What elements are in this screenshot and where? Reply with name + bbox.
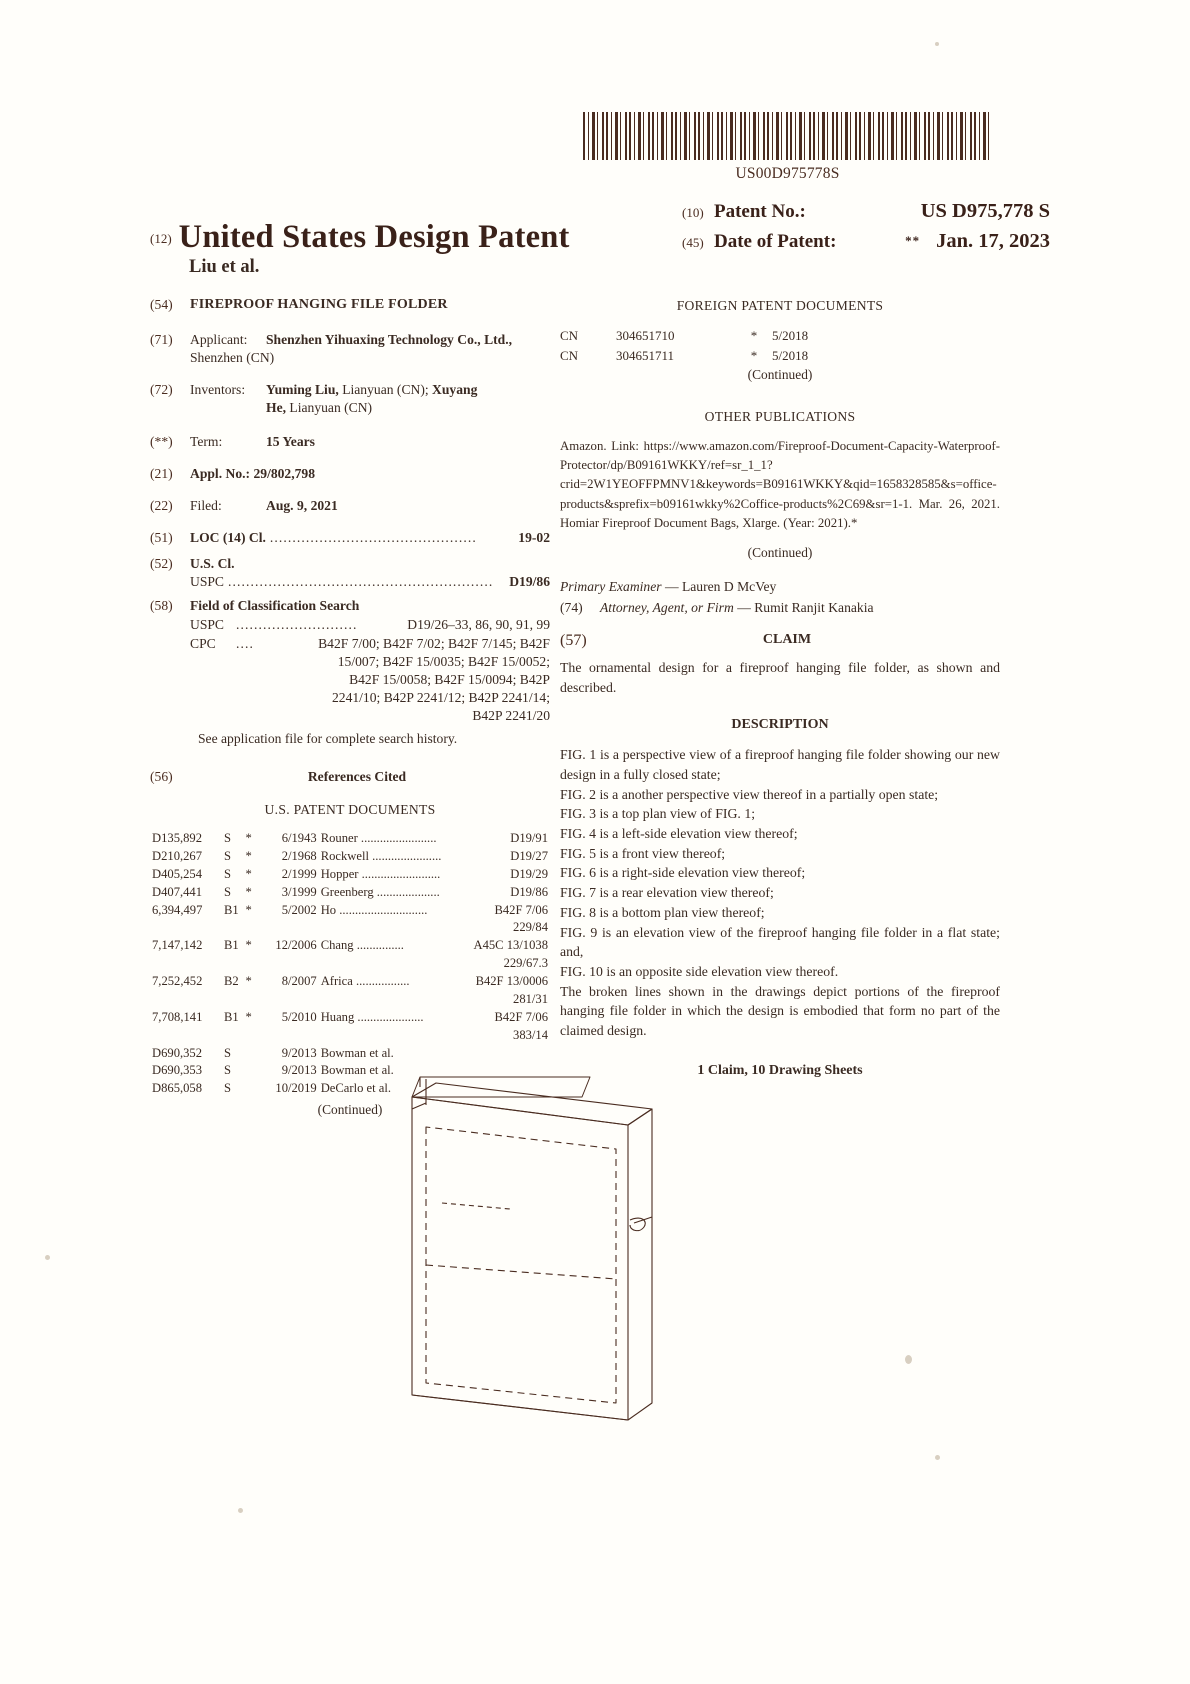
description-line: FIG. 10 is an opposite side elevation view thereof. [560,964,839,979]
foreign-row [560,346,1000,366]
field-21 [150,465,550,483]
field-71-num: (71) [150,331,173,347]
attorney-label: Attorney, Agent, or Firm [600,599,734,615]
ref-date: 9/2013 [281,1063,317,1078]
field-22-body [190,497,550,515]
ref-classification: A45C 13/1038 [473,938,548,953]
ref-star [241,1045,257,1063]
ref-star: * [245,884,252,899]
ref-kind-code: S [224,866,232,881]
table-row [150,1045,550,1063]
claim-num: (57) [560,631,587,649]
field-52 [150,555,550,591]
ref-subclassification: 383/14 [513,1027,548,1042]
field-22-num: (22) [150,498,173,514]
ref-star [241,1062,257,1080]
table-row [150,848,550,866]
term-value: 15 Years [266,433,315,449]
page-speckle [935,42,939,46]
appl-no-label: Appl. No.: [190,466,251,481]
field-search-uspc-row [190,616,550,634]
ref-patent-number: D407,441 [152,884,203,899]
references-cited-heading: References Cited [307,769,407,785]
description-line: FIG. 6 is a right-side elevation view thereof; [560,865,806,881]
field-72-body [190,381,550,417]
field-search-uspc-value: D19/26–33, 86, 90, 91, 99 [407,617,550,633]
field-51 [150,529,550,547]
ref-assignee: DeCarlo et al. [320,1081,391,1096]
field-search-cpc-label: CPC [190,635,216,651]
foreign-number: 304651710 [616,328,675,343]
attorney-name: Rumit Ranjit Kanakia [754,599,874,615]
description-line: FIG. 8 is a bottom plan view thereof; [560,904,765,920]
page-speckle [238,1508,243,1513]
folder-illustration [390,1065,720,1445]
field-search-uspc-label: USPC [190,617,225,633]
patent-number-tag: (10) [682,205,704,220]
table-row [150,973,550,991]
masthead [150,200,1050,278]
field-21-body [190,465,550,483]
field-search-cpc-line2: 15/007; B42F 15/0035; B42F 15/0052; [337,653,550,669]
ref-patent-number: 7,147,142 [152,938,203,953]
ref-classification: B42F 13/0006 [475,974,548,989]
ref-kind-code: B1 [224,902,239,917]
field-72 [150,381,550,417]
ref-date: 3/1999 [281,884,317,899]
ref-assignee: Rouner ........................ [320,831,437,846]
masthead-right [682,200,1050,253]
field-56 [150,768,550,786]
references-continued: (Continued) [317,1102,383,1118]
term-label: Term: [190,433,223,449]
ref-assignee: Bowman et al. [320,1045,394,1060]
foreign-number: 304651711 [616,347,675,363]
field-54-num: (54) [150,297,173,312]
ref-date: 5/2002 [281,902,317,917]
ref-classification: B42F 7/06 [494,902,548,917]
ref-star: * [245,938,252,953]
ref-patent-number: 7,708,141 [152,1009,203,1024]
foreign-star: * [750,347,758,363]
description-line: FIG. 5 is a front view thereof; [560,845,726,861]
ref-star: * [245,902,252,917]
ref-patent-number: D865,058 [152,1081,203,1096]
ref-date: 9/2013 [281,1045,317,1060]
ref-kind-code: S [224,1081,232,1096]
ref-star: * [245,1009,252,1024]
ref-kind-code: B1 [224,1009,239,1024]
field-58-body [190,597,550,748]
table-row [150,937,550,955]
ref-date: 8/2007 [281,974,317,989]
field-term [150,433,550,451]
field-51-num: (51) [150,530,173,546]
field-56-num: (56) [150,769,173,785]
table-row-subclass [150,991,550,1009]
ref-classification [461,1045,550,1063]
us-cl-dots: ........................................................... [228,574,494,590]
ref-star: * [245,848,252,863]
page-speckle [935,1455,940,1460]
description-line: The broken lines shown in the drawings depict portions of the fireproof hanging file folder in which the design is embodied that form no part of the claimed design. [560,983,1000,1039]
attorney-dash: — [737,599,751,615]
field-71 [150,331,550,367]
ref-assignee: Ho ............................ [320,902,428,917]
foreign-country: CN [560,347,579,363]
ref-kind-code: S [224,1045,232,1060]
table-row [150,884,550,902]
field-72-num: (72) [150,381,173,397]
ref-patent-number: D135,892 [152,831,203,846]
primary-examiner-dash: — [664,578,679,594]
ref-classification: D19/27 [510,848,548,863]
patent-number-row [682,200,1050,223]
patent-number-label: Patent No.: [714,201,806,222]
ref-subclassification: 229/67.3 [503,956,548,971]
attorney-num: (74) [560,599,583,615]
ref-date: 6/1943 [281,831,317,846]
ref-date: 2/1968 [281,848,317,863]
ref-assignee: Chang ............... [320,938,404,953]
inventor-1-city: Lianyuan (CN); [338,381,433,397]
foreign-date: 5/2018 [772,347,809,363]
table-row-subclass [150,919,550,937]
description-line: FIG. 3 is a top plan view of FIG. 1; [560,806,756,822]
figure-1-drawing [390,1065,720,1445]
ref-classification: D19/29 [510,866,548,881]
ref-classification: B42F 7/06 [494,1009,548,1024]
ref-patent-number: 6,394,497 [152,902,203,917]
description-body [560,745,1000,1041]
primary-examiner-label: Primary Examiner [560,578,662,594]
ref-patent-number: 7,252,452 [152,974,203,989]
ref-subclassification: 281/31 [513,991,548,1006]
claims-sheets-count: 1 Claim, 10 Drawing Sheets [697,1062,863,1078]
foreign-row [560,326,1000,346]
ref-star: * [245,974,252,989]
claim-heading-row [560,632,1000,650]
field-58 [150,597,550,748]
filed-value: Aug. 9, 2021 [266,498,338,514]
loc-value: 19-02 [518,530,550,546]
barcode-number: US00D975778S [735,165,840,182]
us-cl-uspc-label: USPC [190,574,225,590]
patent-date-row [682,230,1050,253]
foreign-patent-documents-heading: FOREIGN PATENT DOCUMENTS [676,298,884,313]
field-54-title: FIREPROOF HANGING FILE FOLDER [190,297,448,312]
field-search-cpc-line1: B42F 7/00; B42F 7/02; B42F 7/145; B42F [318,635,550,651]
field-search-label: Field of Classification Search [190,598,360,614]
barcode-image [583,112,993,160]
patent-date-label: Date of Patent: [714,231,837,252]
page-title: United States Design Patent [178,218,570,255]
applicant-name: Shenzhen Yihuaxing Technology Co., Ltd., [266,331,513,347]
description-line: FIG. 2 is a another perspective view thereof in a partially open state; [560,786,939,802]
foreign-star: * [750,328,758,343]
field-search-cpc-line5: B42P 2241/20 [472,707,550,723]
us-cl-uspc-row [190,573,550,591]
inventor-surname: Liu et al. [189,257,260,277]
inventor-2-city: Lianyuan (CN) [286,399,373,415]
claim-text: The ornamental design for a fireproof hanging file folder, as shown and described. [560,659,1000,695]
ref-assignee: Bowman et al. [320,1063,394,1078]
applicant-label: Applicant: [190,331,248,347]
ref-patent-number: D690,352 [152,1045,203,1060]
field-51-body [190,529,550,547]
ref-star: * [245,831,252,846]
field-search-see-line: See application file for complete search history. [198,730,458,746]
ref-date: 12/2006 [275,938,317,953]
primary-examiner-row [560,579,1000,595]
other-continued: (Continued) [747,544,813,560]
ref-assignee: Rockwell ...................... [320,848,442,863]
patent-date-tag: (45) [682,235,704,250]
ref-kind-code: B2 [224,974,239,989]
applicant-city: Shenzhen (CN) [190,349,275,365]
attorney-row [560,600,1000,616]
description-line: FIG. 9 is an elevation view of the fireproof hanging file folder in a flat state; and, [560,924,1000,960]
field-21-num: (21) [150,466,173,481]
ref-subclassification: 229/84 [513,920,548,935]
ref-classification: D19/91 [510,831,548,846]
inventor-1-name: Yuming Liu, [266,381,339,397]
table-row [150,1009,550,1027]
ref-date: 5/2010 [281,1009,317,1024]
ref-assignee: Hopper ......................... [320,866,441,881]
primary-examiner-name: Lauren D McVey [681,578,777,594]
inventor-2-name: He, [266,399,287,415]
loc-label: LOC (14) Cl. [190,530,266,546]
description-line: FIG. 1 is a perspective view of a fireproof hanging file folder showing our new design in a fully closed state; [560,747,1000,782]
field-52-num: (52) [150,556,173,572]
field-search-cpc-line3: B42F 15/0058; B42F 15/0094; B42P [349,671,550,687]
foreign-date: 5/2018 [772,328,809,343]
inventor-2-name-part: Xuyang [432,381,478,397]
description-heading: DESCRIPTION [731,717,829,733]
field-term-body [190,433,550,451]
ref-kind-code: S [224,848,232,863]
description-line: FIG. 4 is a left-side elevation view thereof; [560,825,798,841]
ref-star [241,1080,257,1098]
filed-label: Filed: [190,498,222,514]
ref-kind-code: S [224,884,232,899]
right-column [560,296,1000,1079]
field-search-uspc-dots: ........................... [236,617,358,633]
other-publications-text: Amazon. Link: https://www.amazon.com/Fireproof-Document-Capacity-Waterproof-Protector/dp/B09161WKKY/ref=sr_1_1?crid=2W1YEOFFPMNV1&keywords=B09161WKKY&qid=1658328585&s=office-products&sprefix=b09161wkky%2Coffice-products%2C69&sr=1-1. Mar. 26, 2021. Homiar Fireproof Document Bags, Xlarge. (Year: 2021).* [560,439,1000,530]
ref-assignee: Africa ................. [320,974,410,989]
table-row [150,902,550,920]
loc-dots: .............................................. [269,530,477,546]
ref-classification: D19/86 [510,884,548,899]
ref-kind-code: S [224,831,232,846]
field-54 [150,296,550,315]
table-row [150,830,550,848]
page-speckle [905,1355,912,1364]
table-row-subclass [150,955,550,973]
inventors-label: Inventors: [190,381,246,397]
references-table [150,830,550,1098]
field-52-body [190,555,550,591]
field-22 [150,497,550,515]
field-58-num: (58) [150,598,173,614]
patent-number-value: US D975,778 S [920,200,1050,222]
page-speckle [45,1255,50,1260]
ref-kind-code: B1 [224,938,239,953]
patent-date-value [905,230,1050,253]
ref-date: 2/1999 [281,866,317,881]
field-search-cpc-dots: .... [236,635,254,651]
claim-heading: CLAIM [762,631,812,647]
us-cl-label: U.S. Cl. [190,556,235,572]
ref-patent-number: D210,267 [152,848,203,863]
ref-star: * [245,866,252,881]
foreign-country: CN [560,328,579,343]
ref-kind-code: S [224,1063,232,1078]
field-71-body [190,331,550,367]
term-stars: ** [905,233,921,248]
ref-date: 10/2019 [275,1081,317,1096]
ref-patent-number: D405,254 [152,866,203,881]
description-line: FIG. 7 is a rear elevation view thereof; [560,885,774,901]
table-row-subclass [150,1027,550,1045]
us-cl-value: D19/86 [509,574,550,590]
ref-assignee: Huang ..................... [320,1009,424,1024]
barcode-block [575,112,1000,183]
ref-assignee: Greenberg .................... [320,884,440,899]
foreign-patent-table [560,326,1000,365]
field-search-cpc-row [190,635,550,653]
field-term-num: (**) [150,433,173,449]
ref-patent-number: D690,353 [152,1063,203,1078]
foreign-continued: (Continued) [747,367,813,382]
us-patent-documents-heading: U.S. PATENT DOCUMENTS [264,802,436,818]
other-publications-heading: OTHER PUBLICATIONS [704,409,856,424]
patent-date-text: Jan. 17, 2023 [936,230,1050,252]
left-column [150,296,550,1118]
table-row [150,866,550,884]
masthead-tag-12: (12) [150,231,172,246]
field-search-cpc-line4: 2241/10; B42P 2241/12; B42P 2241/14; [331,689,550,705]
appl-no-value: 29/802,798 [253,466,316,481]
